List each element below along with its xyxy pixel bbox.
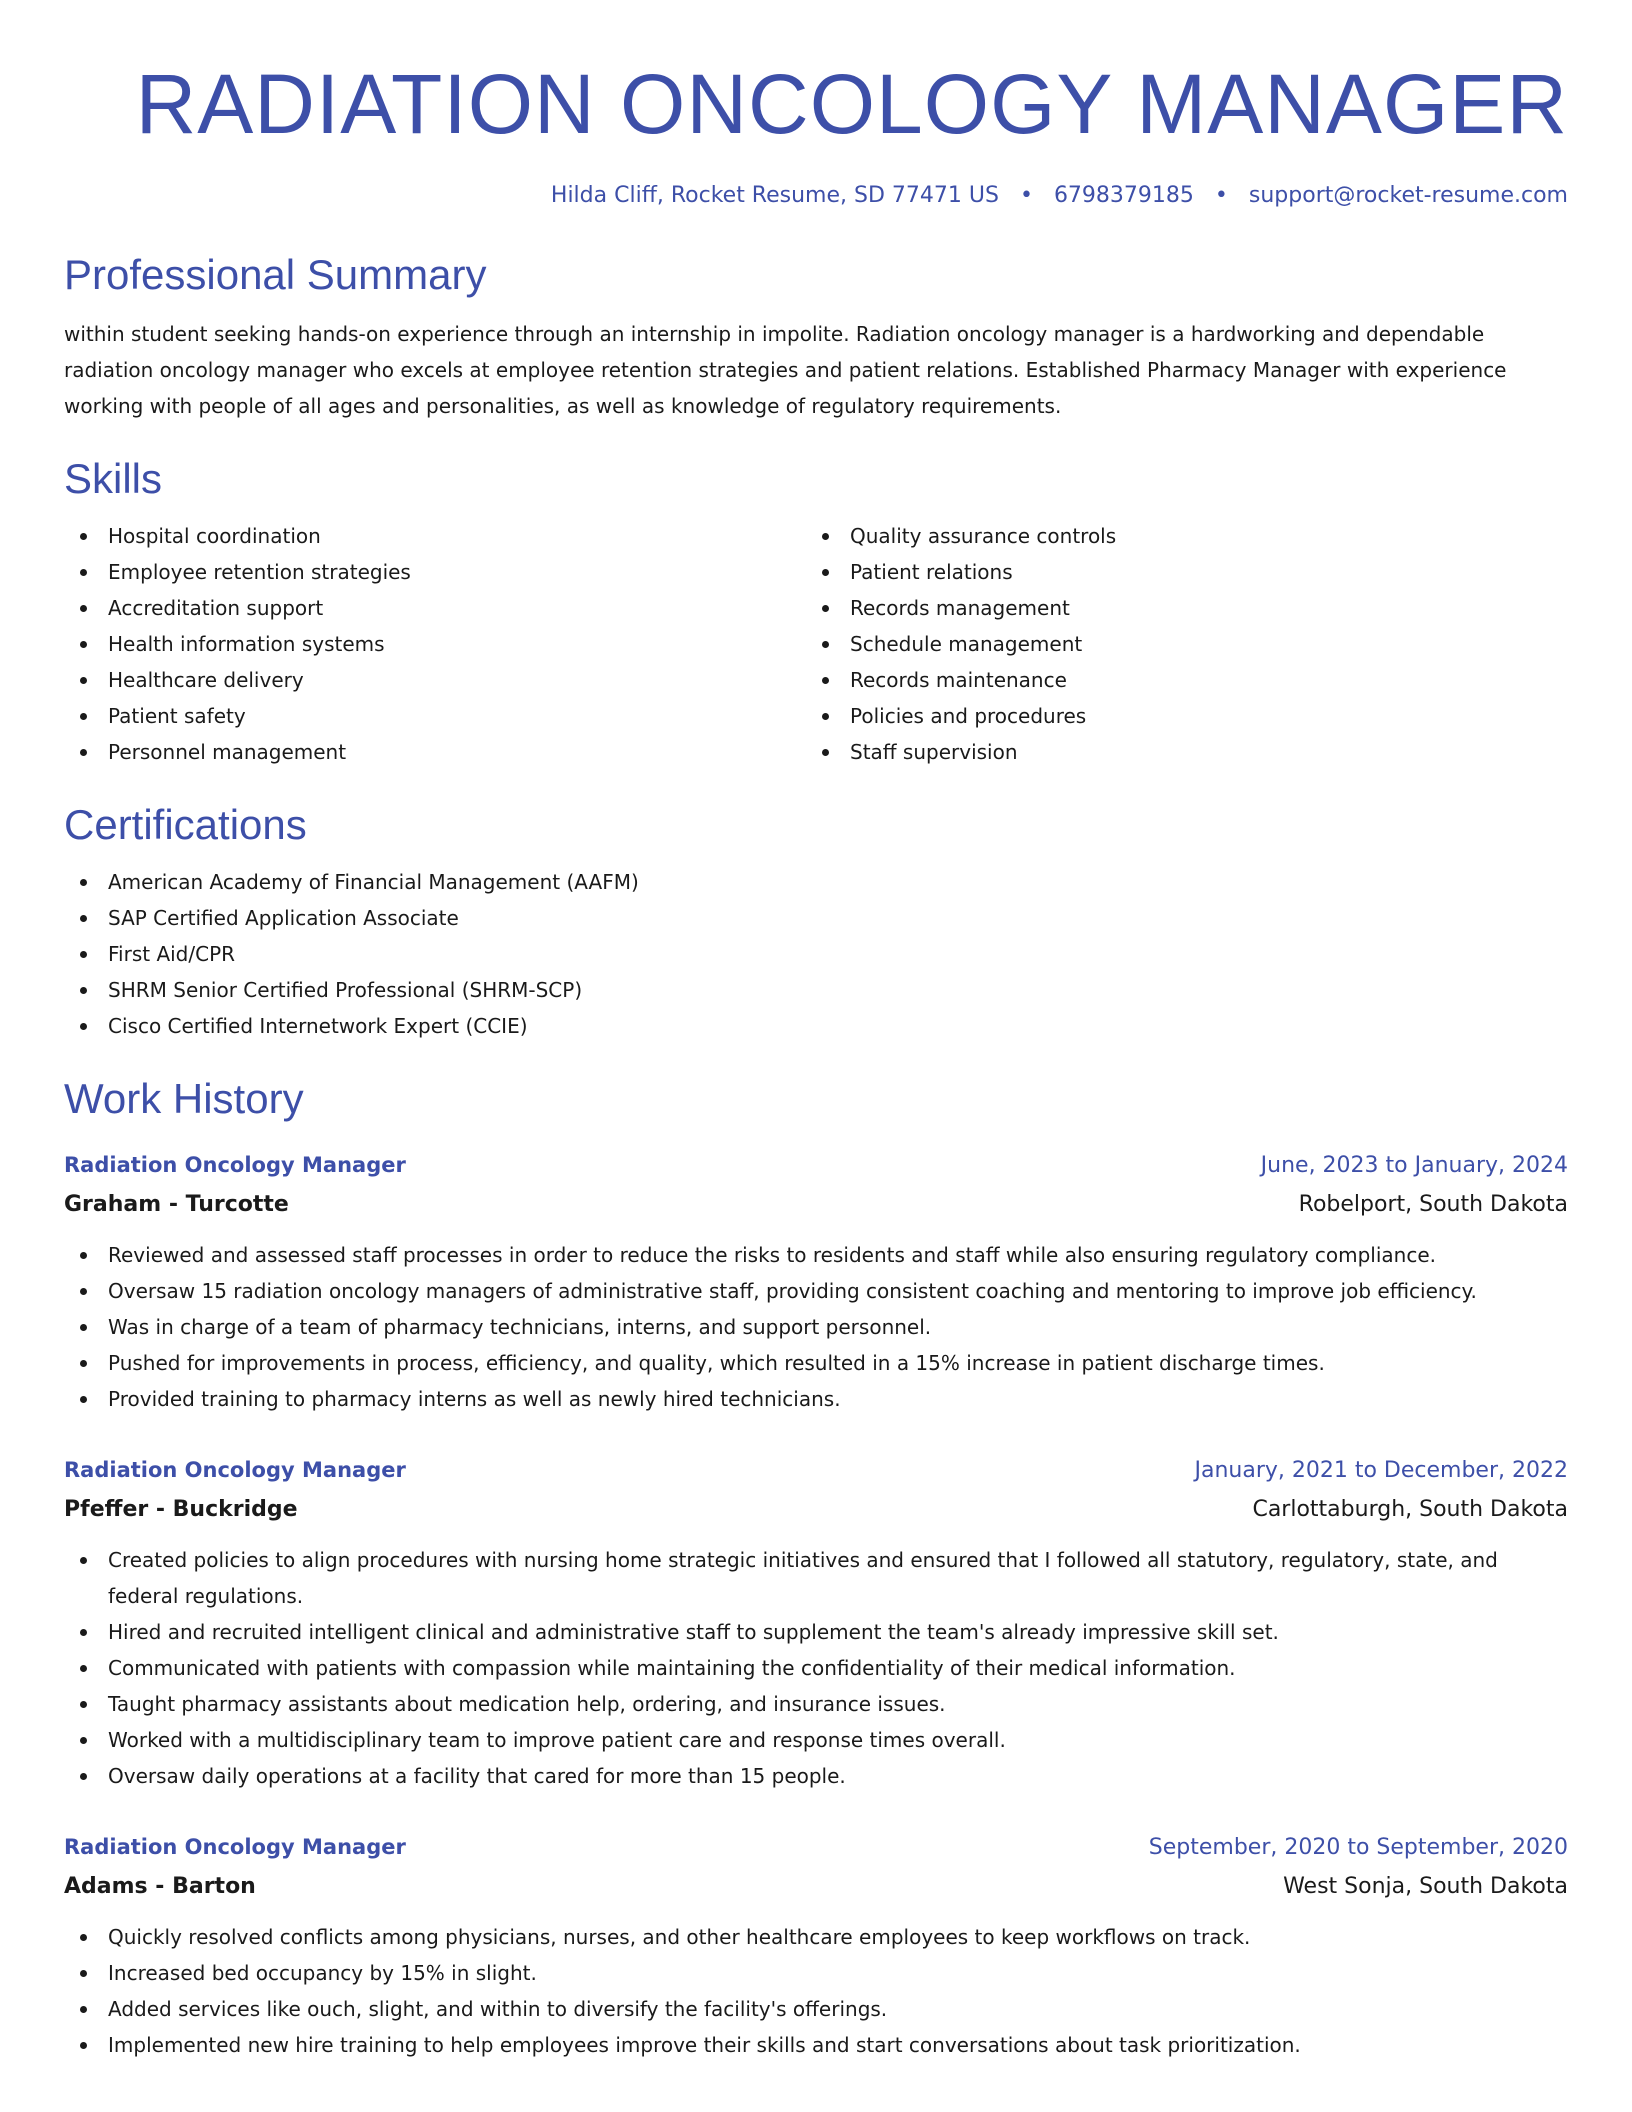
job-header	[64, 1146, 1568, 1185]
resume-title: RADIATION ONCOLOGY MANAGER	[135, 57, 1568, 151]
job-bullet: Hired and recruited intelligent clinical and administrative staff to supplement the team's already impressive skill set.	[64, 1614, 1568, 1650]
summary-section	[64, 250, 1568, 424]
job-header	[64, 1451, 1568, 1490]
skill-item: Personnel management	[64, 734, 806, 770]
job-location: West Sonja, South Dakota	[1283, 1874, 1568, 1899]
contact-separator: •	[1019, 183, 1033, 208]
skill-item: Health information systems	[64, 626, 806, 662]
job-location: Carlottaburgh, South Dakota	[1252, 1497, 1568, 1522]
job-title: Radiation Oncology Manager	[64, 1153, 406, 1177]
job-bullet: Implemented new hire training to help employees improve their skills and start conversations about task prioritization.	[64, 2027, 1568, 2063]
summary-text: within student seeking hands-on experience through an internship in impolite. Radiation oncology manager is a hardworking and dependable radiation oncology manager who excels at employee retention strategies and patient relations. Established Pharmacy Manager with experience working with people of all ages and personalities, as well as knowledge of regulatory requirements.	[64, 322, 1507, 418]
job-title: Radiation Oncology Manager	[64, 1835, 406, 1859]
contact-address: Hilda Cliff, Rocket Resume, SD 77471 US	[550, 183, 999, 208]
job-bullets	[64, 1542, 1568, 1794]
job-location: Robelport, South Dakota	[1298, 1192, 1568, 1217]
skills-section	[64, 454, 1568, 770]
job-dates: September, 2020 to September, 2020	[1148, 1835, 1568, 1860]
job-dates: January, 2021 to December, 2022	[1194, 1458, 1568, 1483]
job-subheader	[64, 1867, 1568, 1907]
job-bullet: Increased bed occupancy by 15% in slight.	[64, 1955, 1568, 1991]
skill-item: Employee retention strategies	[64, 554, 806, 590]
skill-item: Patient relations	[806, 554, 1548, 590]
job-dates: June, 2023 to January, 2024	[1260, 1153, 1568, 1178]
job-subheader	[64, 1490, 1568, 1530]
contact-line	[64, 180, 1568, 212]
work-history-heading: Work History	[64, 1075, 304, 1122]
job-company: Adams - Barton	[64, 1874, 256, 1899]
certification-item: SHRM Senior Certified Professional (SHRM-SCP)	[64, 972, 1568, 1008]
job-company: Pfeffer - Buckridge	[64, 1497, 298, 1522]
contact-separator: •	[1214, 183, 1228, 208]
job-bullet: Provided training to pharmacy interns as well as newly hired technicians.	[64, 1381, 1568, 1417]
skill-item: Staff supervision	[806, 734, 1548, 770]
skills-columns	[64, 518, 1568, 770]
job-company: Graham - Turcotte	[64, 1192, 289, 1217]
job-entry	[64, 1451, 1568, 1794]
job-bullet: Oversaw daily operations at a facility that cared for more than 15 people.	[64, 1758, 1568, 1794]
certification-item: First Aid/CPR	[64, 936, 1568, 972]
job-bullet: Oversaw 15 radiation oncology managers of administrative staff, providing consistent coaching and mentoring to improve job efficiency.	[64, 1273, 1568, 1309]
job-bullet: Communicated with patients with compassion while maintaining the confidentiality of their medical information.	[64, 1650, 1568, 1686]
skill-item: Records maintenance	[806, 662, 1548, 698]
skills-list-left	[64, 518, 806, 770]
job-bullet: Reviewed and assessed staff processes in order to reduce the risks to residents and staff while also ensuring regulatory compliance.	[64, 1237, 1568, 1273]
work-history-section	[64, 1074, 1568, 2063]
skill-item: Policies and procedures	[806, 698, 1548, 734]
resume-page	[64, 0, 1568, 2063]
skill-item: Hospital coordination	[64, 518, 806, 554]
job-bullet: Pushed for improvements in process, efficiency, and quality, which resulted in a 15% increase in patient discharge times.	[64, 1345, 1568, 1381]
certification-item: SAP Certified Application Associate	[64, 900, 1568, 936]
skill-item: Patient safety	[64, 698, 806, 734]
job-bullet: Added services like ouch, slight, and within to diversify the facility's offerings.	[64, 1991, 1568, 2027]
skill-item: Schedule management	[806, 626, 1548, 662]
certifications-list	[64, 864, 1568, 1044]
job-entry	[64, 1146, 1568, 1417]
job-bullets	[64, 1237, 1568, 1417]
job-bullet: Worked with a multidisciplinary team to improve patient care and response times overall.	[64, 1722, 1568, 1758]
job-entry	[64, 1828, 1568, 2063]
skill-item: Quality assurance controls	[806, 518, 1548, 554]
skills-heading: Skills	[64, 455, 163, 502]
job-title: Radiation Oncology Manager	[64, 1458, 406, 1482]
job-bullet: Created policies to align procedures with nursing home strategic initiatives and ensured that I followed all statutory, regulatory, state, and federal regulations.	[64, 1542, 1568, 1614]
contact-phone: 6798379185	[1053, 183, 1194, 208]
job-bullet: Was in charge of a team of pharmacy technicians, interns, and support personnel.	[64, 1309, 1568, 1345]
skills-list-right	[806, 518, 1548, 770]
job-bullet: Quickly resolved conflicts among physicians, nurses, and other healthcare employees to keep workflows on track.	[64, 1919, 1568, 1955]
skill-item: Records management	[806, 590, 1548, 626]
job-bullets	[64, 1919, 1568, 2063]
skill-item: Healthcare delivery	[64, 662, 806, 698]
certification-item: American Academy of Financial Management (AAFM)	[64, 864, 1568, 900]
job-subheader	[64, 1185, 1568, 1225]
summary-heading: Professional Summary	[64, 251, 487, 298]
job-header	[64, 1828, 1568, 1867]
certifications-section	[64, 800, 1568, 1044]
skill-item: Accreditation support	[64, 590, 806, 626]
contact-email[interactable]: support@rocket-resume.com	[1248, 183, 1568, 208]
job-bullet: Taught pharmacy assistants about medication help, ordering, and insurance issues.	[64, 1686, 1568, 1722]
certification-item: Cisco Certified Internetwork Expert (CCIE)	[64, 1008, 1568, 1044]
certifications-heading: Certifications	[64, 801, 307, 848]
